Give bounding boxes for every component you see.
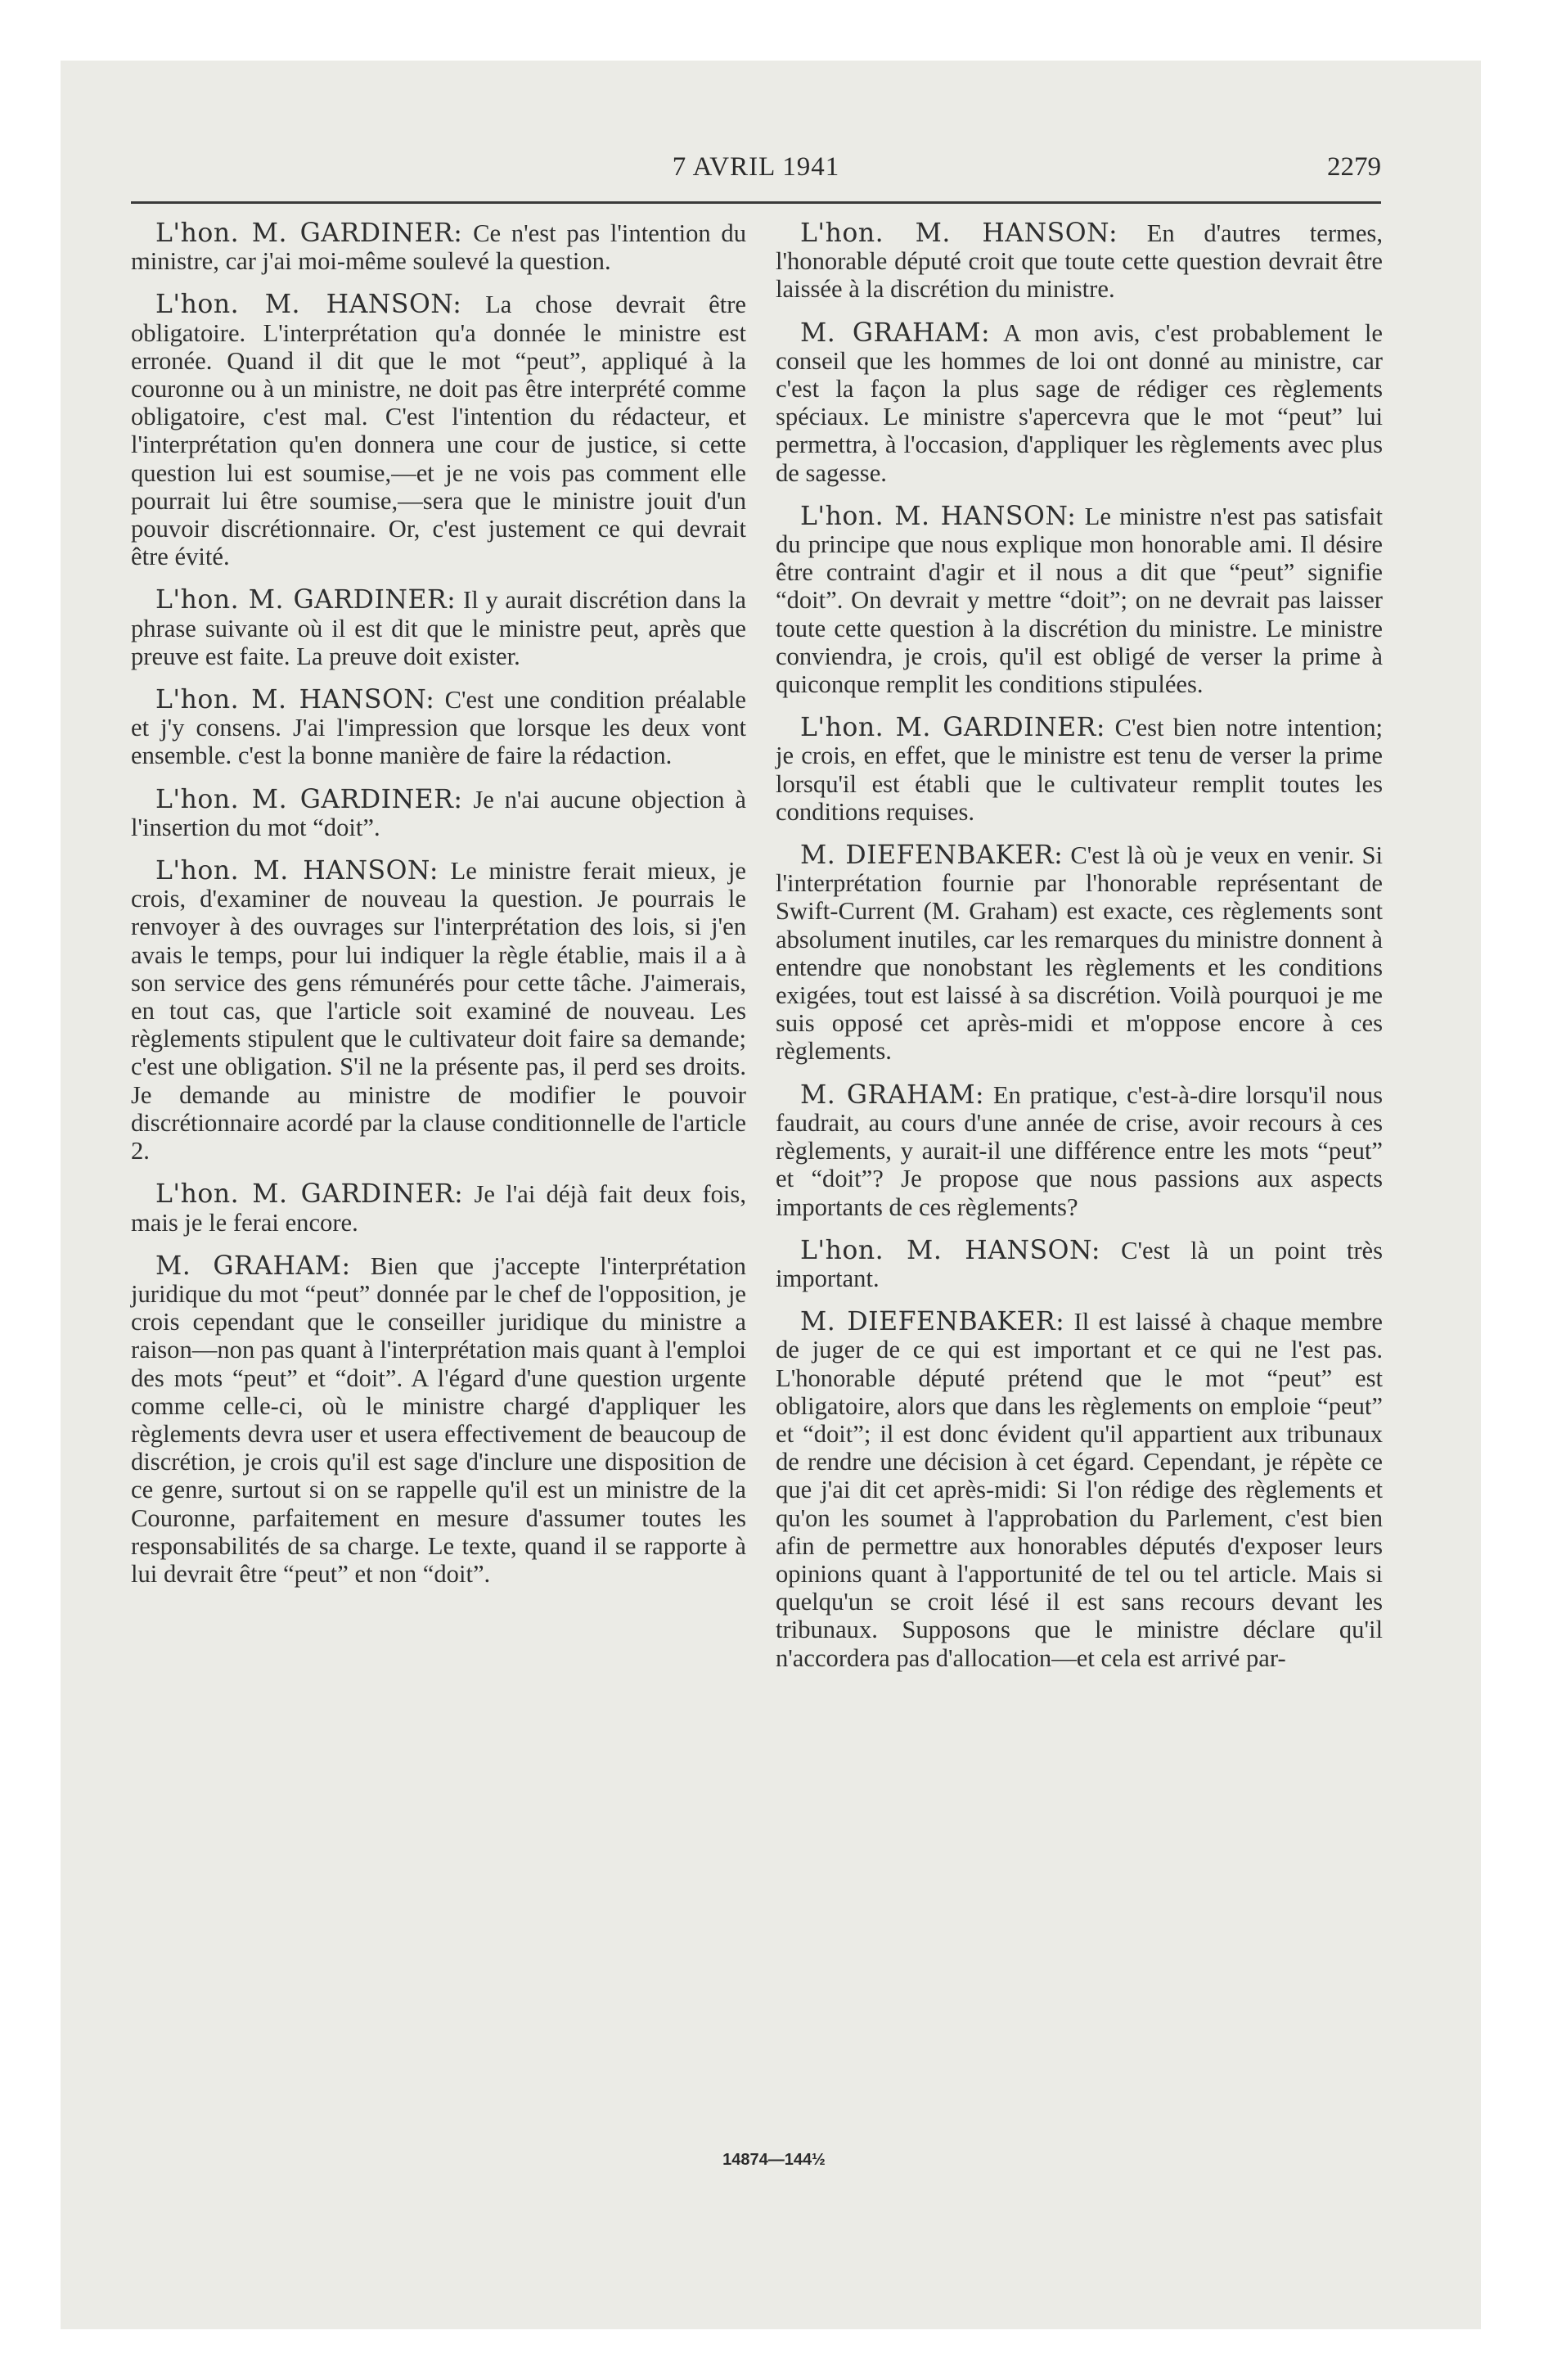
speaker-name: L'hon. M. GARDINER: [155, 219, 463, 248]
speaker-name: L'hon. M. GARDINER: [155, 585, 457, 615]
speaker-name: L'hon. M. GARDINER: [155, 784, 463, 814]
paragraph-text: C'est là où je veux en venir. Si l'interprétation fournie par l'honorable représentant de Swift-Current (M. Graham) est exacte, ces règlements sont absolument inutiles, car les remarques du ministre donnent à entendre que nonobstant les règlements et les conditions exigées, tout est laissé à sa discrétion. Voilà pourquoi je me suis opposé cet après-midi et m'oppose encore à ces règlements. [776, 841, 1384, 1066]
paragraph-text: Le ministre ferait mieux, je crois, d'examiner de nouveau la question. Je pourrais le renvoyer à des ouvrages sur l'interprétation des lois, si j'en avais le temps, pour lui indiquer la règle établie, mais il a à son service des gens rémunérés pour cette tâche. J'aimerais, en tout cas, que l'article soit examiné de nouveau. Les règlements stipulent que le cultivateur doit faire sa demande; c'est une obligation. S'il ne la présente pas, il perd ses droits. Je demande au ministre de modifier le pouvoir discrétionnaire acordé par la clause conditionnelle de l'article 2. [131, 857, 746, 1165]
paragraph [776, 714, 1383, 826]
paragraph [776, 841, 1383, 1066]
paragraph [131, 1252, 746, 1588]
left-column [131, 219, 746, 1603]
header-rule [131, 201, 1381, 204]
paragraph [131, 686, 746, 770]
paragraph-text: Bien que j'accepte l'interprétation juridique du mot “peut” donnée par le chef de l'opposition, je crois cependant que le conseiller juridique du ministre a raison—non pas quant à l'interprétation mais quant à l'emploi des mots “peut” et “doit”. A l'égard d'une question urgente comme celle-ci, où le ministre chargé d'appliquer les règlements devra user et usera effectivement de beaucoup de discrétion, je crois qu'il est sage d'inclure une disposition de ce genre, surtout si on se rappelle qu'il est un ministre de la Couronne, parfaitement en mesure d'assumer toutes les responsabilités de sa charge. Le texte, quand il se rapporte à lui devrait être “peut” et non “doit”. [131, 1251, 746, 1588]
paragraph [776, 1237, 1383, 1292]
speaker-name: M. GRAHAM: [800, 318, 991, 348]
paragraph [776, 503, 1383, 698]
speaker-name: L'hon. M. HANSON: [800, 501, 1077, 531]
speaker-name: L'hon. M. HANSON: [800, 219, 1118, 248]
paragraph [776, 1308, 1383, 1672]
paragraph-text: En d'autres termes, l'honorable député croit que toute cette question devrait être laissée à la discrétion du ministre. [776, 219, 1383, 304]
paragraph-text: Je n'ai aucune objection à l'insertion du mot “doit”. [131, 785, 747, 841]
paragraph-text: Il y aurait discrétion dans la phrase suivante où il est dit que le ministre peut, après que preuve est faite. La preuve doit exister. [131, 586, 747, 670]
paragraph-text: C'est bien notre intention; je crois, en effet, que le ministre est tenu de verser la prime lorsqu'il est établi que le cultivateur remplit toutes les conditions requises. [776, 714, 1383, 826]
speaker-name: L'hon. M. GARDINER: [155, 1179, 464, 1210]
paragraph-text: Je l'ai déjà fait deux fois, mais je le ferai encore. [131, 1180, 746, 1237]
footer-reference: 14874—144½ [722, 2151, 826, 2169]
paragraph-text: En pratique, c'est-à-dire lorsqu'il nous faudrait, au cours d'une année de crise, avoir recours à ces règlements, y aurait-il une différence entre les mots “peut” et “doit”? Je propose que nous passions aux aspects importants de ces règlements? [776, 1080, 1383, 1221]
paragraph [776, 319, 1383, 487]
paragraph [776, 219, 1383, 304]
speaker-name: L'hon. M. HANSON: [800, 1235, 1100, 1265]
paragraph [131, 786, 746, 841]
page-header [131, 152, 1381, 188]
speaker-name: L'hon. M. GARDINER: [800, 713, 1105, 743]
paragraph [131, 586, 746, 670]
page-number: 2279 [1327, 152, 1381, 182]
paragraph [776, 1081, 1383, 1221]
paragraph-text: Ce n'est pas l'intention du ministre, car j'ai moi-même soulevé la question. [131, 219, 747, 276]
paragraph-text: C'est une condition préalable et j'y consens. J'ai l'impression que lorsque les deux vont ensemble. c'est la bonne manière de faire la rédaction. [131, 686, 746, 770]
speaker-name: M. GRAHAM: [155, 1251, 351, 1281]
speaker-name: L'hon. M. HANSON: [155, 856, 439, 886]
paragraph-text: C'est là un point très important. [776, 1236, 1383, 1292]
speaker-name: L'hon. M. HANSON: [155, 290, 462, 320]
paragraph [131, 857, 746, 1165]
paragraph [131, 291, 746, 570]
paragraph [131, 219, 746, 275]
paragraph-text: La chose devrait être obligatoire. L'interprétation qu'a donnée le ministre est erronée. Quand il dit que le mot “peut”, appliqué à la couronne ou à un ministre, ne doit pas être interprété comme obligatoire, c'est mal. C'est l'intention du rédacteur, et l'interprétation qu'en donnera une cour de justice, si cette question lui est soumise,—et je ne vois pas comment elle pourrait lui être soumise,—sera que le ministre jouit d'un pouvoir discrétionnaire. Or, c'est justement ce qui devrait être évité. [131, 291, 746, 571]
speaker-name: M. GRAHAM: [800, 1080, 985, 1110]
paragraph-text: Il est laissé à chaque membre de juger de ce qui est important et ce qui ne l'est pas. L'honorable député prétend que le mot “peut” est obligatoire, alors que dans les règlements on emploie “peut” et “doit”; il est donc évident qu'il appartient aux tribunaux de rendre une décision à cet égard. Cependant, je répète ce que j'ai dit cet après-midi: Si l'on rédige des règlements et qu'on les soumet à l'approbation du Parlement, c'est bien afin de permettre aux honorables députés d'exposer leurs opinions quant à l'apportunité de tel ou tel article. Mais si quelqu'un se croit lésé il est sans recours devant les tribunaux. Supposons que le ministre déclare qu'il n'accordera pas d'allocation—et cela est arrivé par- [776, 1308, 1383, 1672]
paragraph-text: A mon avis, c'est probablement le conseil que les hommes de loi ont donné au ministre, car c'est la façon la plus sage de rédiger ces règlements spéciaux. Le ministre s'apercevra que le mot “peut” lui permettra, à l'occasion, d'appliquer les règlements avec plus de sagesse. [776, 318, 1383, 487]
paragraph-text: Le ministre n'est pas satisfait du principe que nous explique mon honorable ami. Il désire être contraint d'agir et il nous a dit que “peut” signifie “doit”. On devrait y mettre “doit”; on ne devrait pas laisser toute cette question à la discrétion du ministre. Le ministre conviendra, je crois, qu'il est obligé de verser la prime à quiconque remplit les conditions stipulées. [776, 502, 1383, 699]
speaker-name: L'hon. M. HANSON: [155, 685, 435, 715]
paragraph [131, 1180, 746, 1236]
speaker-name: M. DIEFENBAKER: [800, 1307, 1065, 1337]
header-date: 7 AVRIL 1941 [672, 152, 840, 182]
right-column [776, 219, 1383, 1688]
speaker-name: M. DIEFENBAKER: [800, 841, 1064, 871]
